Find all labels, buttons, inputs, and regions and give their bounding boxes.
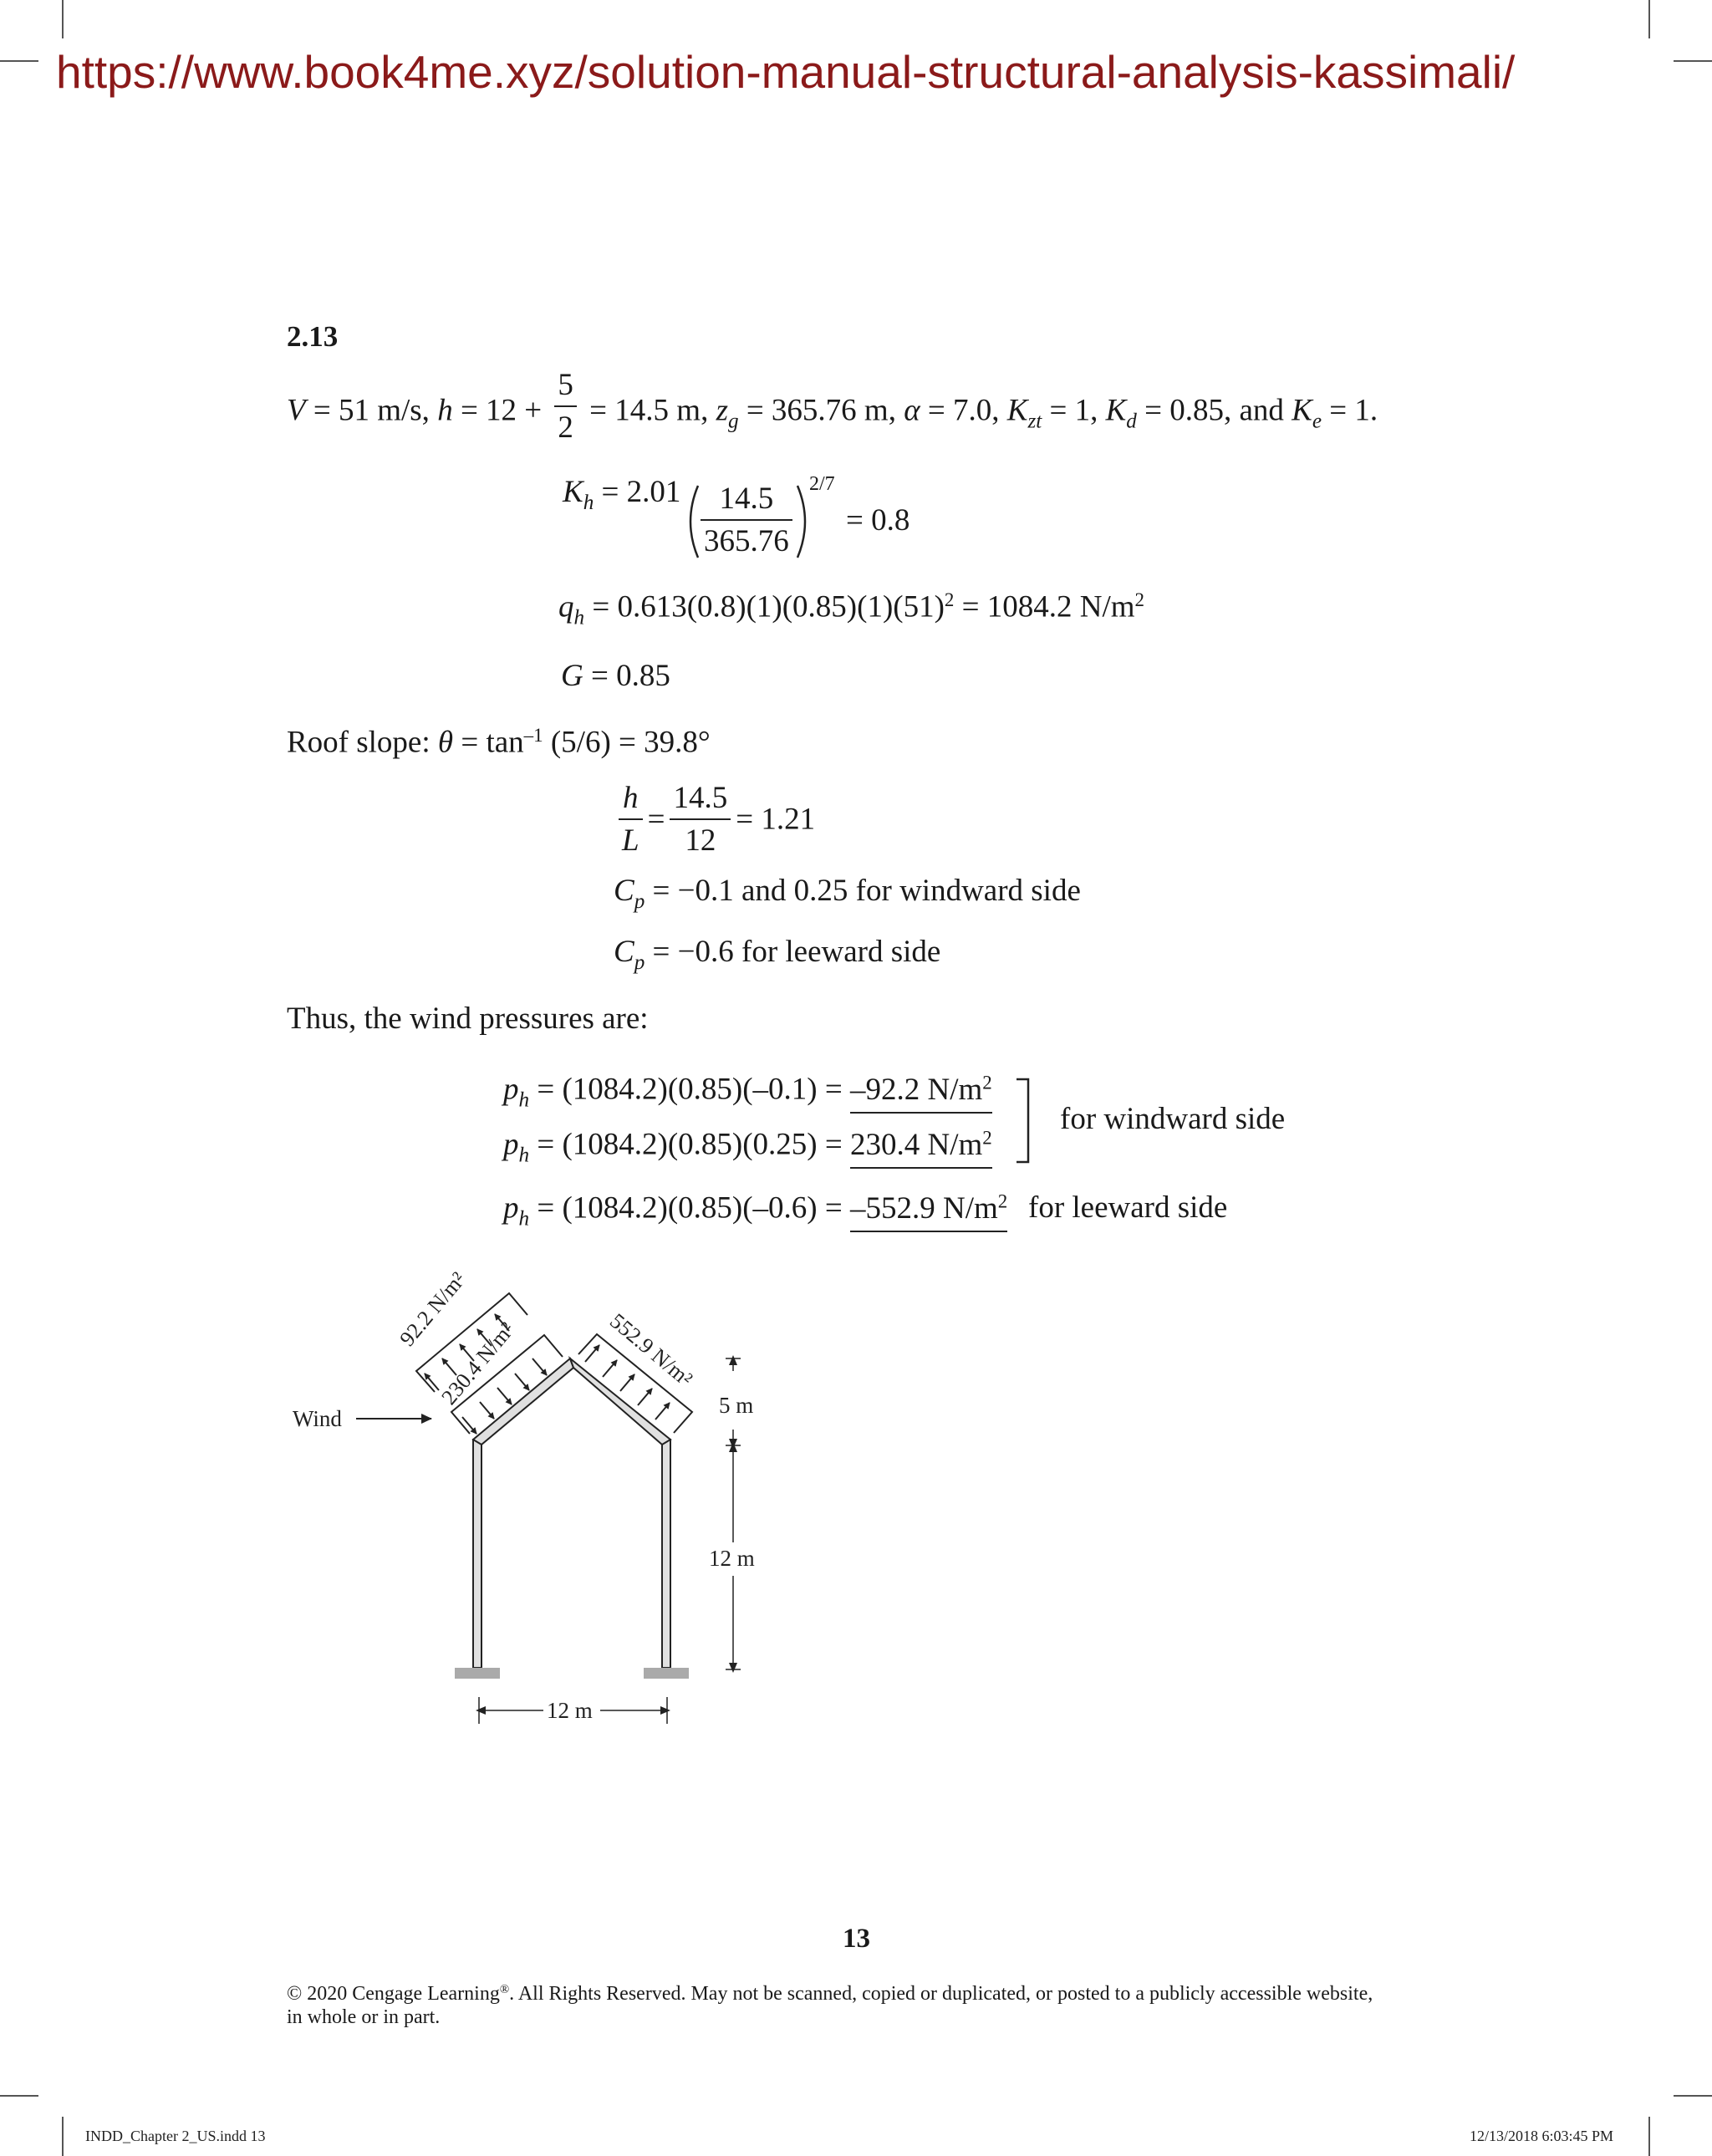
roof-slope-label: Roof slope: [287,725,438,760]
kh-coefficient: = 2.01 [594,475,681,509]
pressure-eq-1-rhs: = (1084.2)(0.85)(–0.1) = [529,1072,850,1107]
fraction-numerator: 5 [554,370,577,407]
page-number: 13 [843,1924,870,1954]
kh-denominator: 365.76 [704,524,789,558]
hl-result: = 1.21 [736,802,816,837]
var-v: V [287,393,306,428]
leeward-side-label: for leeward side [1028,1190,1228,1225]
sub-zt: zt [1027,410,1042,433]
cp-windward-line [614,875,1081,912]
cp-windward-text: = −0.1 and 0.25 for windward side [645,874,1081,908]
crop-mark [0,2095,38,2097]
column-height-dimension: 12 m [709,1546,755,1571]
hl-numerator-value: 14.5 [670,782,731,820]
roof-rest: (5/6) = 39.8° [543,725,711,760]
var-ke: K [1292,393,1312,428]
sub-e: e [1312,410,1322,433]
var-p: p [503,1190,519,1226]
right-rafter [570,1358,670,1445]
hl-denominator: L [622,823,639,858]
fraction-five-halves [554,370,577,443]
fraction-denominator: 2 [558,410,573,445]
wind-label: Wind [293,1406,342,1431]
var-q: q [558,589,574,624]
kh-result: = 0.8 [846,503,910,538]
crop-mark [1674,60,1712,62]
pressure-eq-1 [503,1073,992,1111]
leeward-load-label: 552.9 N/m² [605,1308,697,1392]
hl-equals: = [647,802,665,837]
right-column [662,1440,670,1668]
sub-p: p [634,951,645,974]
left-column [473,1440,482,1668]
windward-side-label: for windward side [1060,1102,1286,1136]
given-h-result: = 14.5 m, [581,393,716,428]
hl-numerator: h [619,782,643,820]
kh-fraction [701,483,792,557]
var-p: p [503,1127,519,1162]
crop-mark [1648,2117,1650,2156]
roof-slope-line [287,726,711,758]
kh-parenthesis-left [681,483,701,560]
cp-leeward-text: = −0.6 for leeward side [645,935,941,969]
var-theta: θ [437,725,454,760]
sub-d: d [1126,410,1137,433]
roof-height-dimension: 5 m [719,1393,754,1418]
given-kzt-value: = 1, [1042,393,1106,428]
kh-exponent: 2/7 [809,473,835,495]
sub-p: p [634,889,645,913]
header-url-link[interactable]: https://www.book4me.xyz/solution-manual-structural-analysis-kassimali/ [56,46,1516,98]
var-zg: z [716,393,728,428]
thus-text: Thus, the wind pressures are: [287,1002,649,1036]
roof-exponent: –1 [523,725,543,746]
crop-mark [62,2117,64,2156]
copyright-text-post: . All Rights Reserved. May not be scanned, copied or duplicated, or posted to a publicly accessible website, [509,1983,1373,2005]
kh-equation [563,477,680,513]
copyright-notice [287,1981,1373,2007]
pressure-load-label: 230.4 N/m² [436,1318,520,1409]
hl-equation [619,782,815,856]
pressure-eq-3-value: –552.9 $N/m^2$ [850,1191,1007,1232]
given-v-value: = 51 m/s, [305,393,438,428]
var-kzt: K [1006,393,1028,428]
pressure-eq-3 [503,1192,1007,1230]
cp-leeward-line [614,936,940,973]
given-ke-value: = 1. [1322,393,1378,428]
crop-mark [1674,2095,1712,2097]
sub-h: h [583,491,594,514]
g-value: = 0.85 [583,659,670,693]
suction-load-label: 92.2 N/m² [395,1267,471,1351]
registered-mark: ® [499,1982,510,1996]
print-timestamp: 12/13/2018 6:03:45 PM [1470,2128,1614,2144]
sub-h: h [518,1144,530,1167]
var-c: C [614,935,634,969]
given-h-value: = 12 + [452,393,550,428]
pressure-eq-3-rhs: = (1084.2)(0.85)(–0.6) = [529,1190,850,1226]
sub-g: g [727,410,739,433]
var-c: C [614,874,634,908]
right-support [644,1668,689,1679]
qh-equation [558,591,1144,629]
var-k: K [563,475,583,509]
sub-h: h [573,606,585,629]
given-zg-value: = 365.76 m, [738,393,904,428]
given-kd-value: = 0.85, and [1136,393,1292,428]
frame-figure [276,1254,794,1747]
given-data-line [287,368,1378,445]
frame-members [473,1358,670,1668]
roof-eq: = tan [453,725,524,760]
qh-result-exponent: 2 [1134,589,1145,610]
var-kd: K [1105,393,1127,428]
pressure-eq-2-rhs: = (1084.2)(0.85)(0.25) = [529,1127,850,1162]
crop-mark [1648,0,1650,38]
var-p: p [503,1072,519,1107]
g-equation [561,660,670,691]
qh-exponent: 2 [944,589,955,610]
left-support [455,1668,500,1679]
copyright-text-pre: © 2020 Cengage Learning [287,1983,500,2005]
kh-numerator: 14.5 [701,483,792,521]
var-h: h [437,393,453,428]
qh-rhs: = 0.613(0.8)(1)(0.85)(1)(51) [584,589,945,624]
crop-mark [62,0,64,38]
windward-bracket [1013,1077,1033,1165]
pressure-eq-2-value: 230.4 $N/m^2$ [850,1128,992,1169]
problem-number: 2.13 [287,320,339,353]
sub-h: h [518,1088,530,1112]
sub-h: h [518,1207,530,1231]
pressure-eq-1-value: –92.2 $N/m^2$ [850,1073,992,1114]
var-alpha: α [904,393,920,428]
pressure-eq-2 [503,1129,992,1166]
var-g: G [561,659,583,693]
crop-mark [0,60,38,62]
given-alpha-value: = 7.0, [920,393,1007,428]
qh-result: = 1084.2 N/m [954,589,1135,624]
copyright-notice-line2: in whole or in part. [287,2006,441,2028]
indd-file-name: INDD_Chapter 2_US.indd 13 [85,2128,266,2144]
left-rafter [473,1358,573,1445]
span-dimension-label: 12 m [547,1698,593,1723]
hl-denominator-value: 12 [685,823,716,858]
